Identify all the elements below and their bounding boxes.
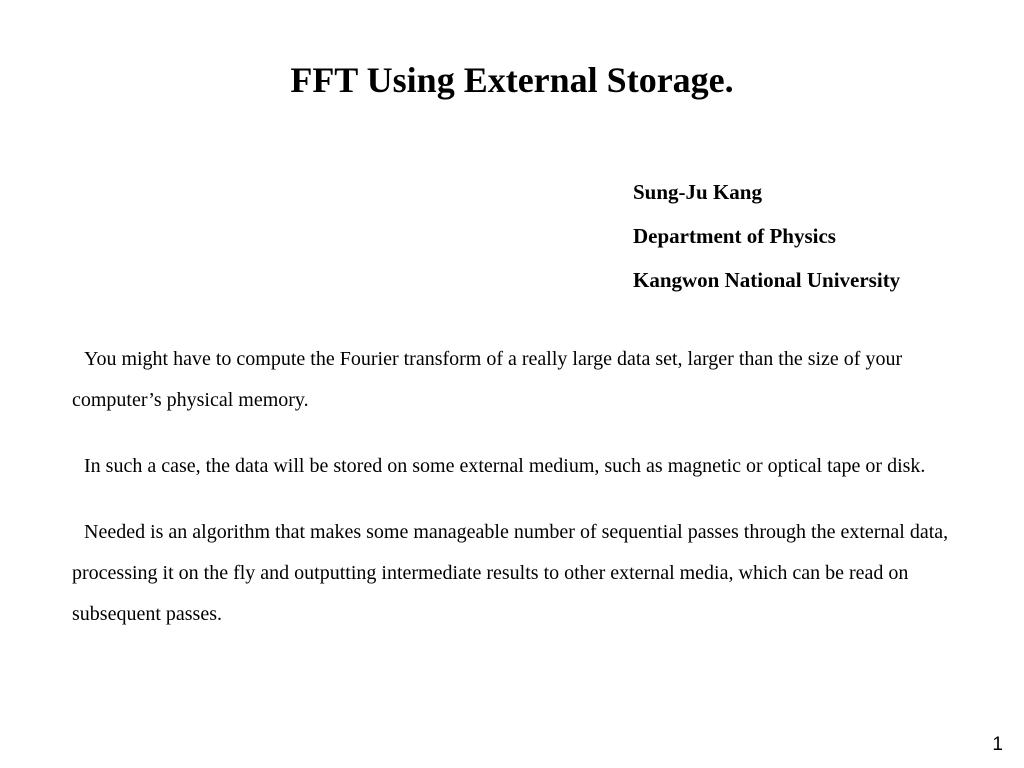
body-text [72,339,952,660]
author-block [633,170,1013,302]
author-university: Kangwon National University [633,268,901,292]
paragraph-2: In such a case, the data will be stored on some external medium, such as magnetic or optical tape or disk. [84,455,926,477]
author-name: Sung-Ju Kang [633,180,762,204]
paragraph-1: You might have to compute the Fourier transform of a really large data set, larger than the size of your computer’s physical memory. [72,348,903,411]
page-number: 1 [992,734,1003,755]
author-department: Department of Physics [633,224,836,248]
paragraph-3: Needed is an algorithm that makes some manageable number of sequential passes through the external data, processing it on the fly and outputting intermediate results to other external media, which can be read on subsequent passes. [72,521,949,625]
slide-title: FFT Using External Storage. [290,60,734,100]
